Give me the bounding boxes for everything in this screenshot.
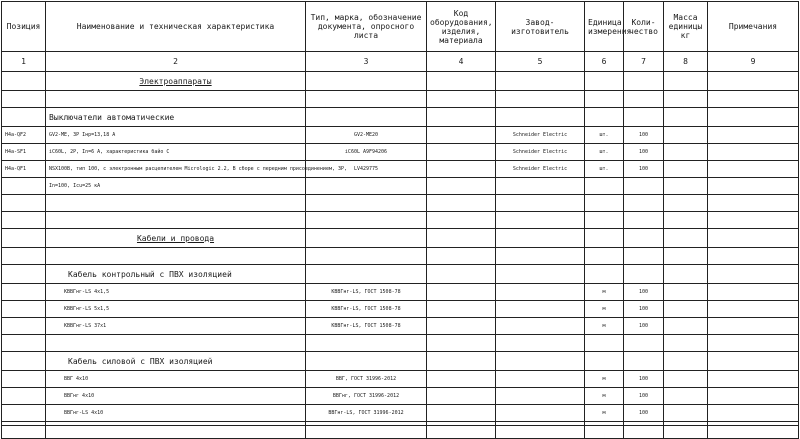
cell-qty: [624, 178, 664, 195]
cell-name: NSX100B, тип 100, с электронным расцепителем Micrologic 2.2, В сборе с передним присоединением, 3P,: [46, 161, 306, 178]
cell-empty: [306, 72, 427, 91]
cell-maker: [496, 405, 585, 422]
cell-empty: [708, 212, 799, 229]
cell-empty: [427, 229, 496, 248]
cell-name: GV2-ME, 3P Iнр=13,18 А: [46, 127, 306, 144]
cell-note: [708, 144, 799, 161]
cell-empty: [427, 72, 496, 91]
header-code: Код оборудования, изделия, материала: [427, 2, 496, 52]
cell-type: ВВГнг, ГОСТ 31996-2012: [306, 388, 427, 405]
cell-empty: [624, 91, 664, 108]
cell-name: КВВГнг-LS 37х1: [46, 318, 306, 335]
cell-empty: [46, 195, 306, 212]
cell-qty: 100: [624, 371, 664, 388]
cell-type: [306, 178, 427, 195]
cell-empty: [664, 108, 708, 127]
cell-empty: [624, 352, 664, 371]
cell-note: [708, 178, 799, 195]
cell-type: LV429775: [306, 161, 427, 178]
cell-empty: [46, 91, 306, 108]
cell-empty: [585, 265, 624, 284]
cell-empty: [496, 72, 585, 91]
specification-body: [2, 72, 799, 439]
cell-code: [427, 284, 496, 301]
cell-empty: [708, 335, 799, 352]
cell-position: [2, 301, 46, 318]
cell-empty: [427, 212, 496, 229]
cell-empty: [46, 212, 306, 229]
column-number-row: [2, 52, 799, 72]
cell-unit: шт.: [585, 144, 624, 161]
cell-empty: [427, 108, 496, 127]
cell-empty: [664, 212, 708, 229]
cell-position: [2, 388, 46, 405]
cell-unit: м: [585, 405, 624, 422]
cell-qty: 100: [624, 161, 664, 178]
cell-empty: [624, 248, 664, 265]
header-qty: Коли-чество: [624, 2, 664, 52]
cell-empty: [585, 212, 624, 229]
table-row: [2, 405, 799, 422]
empty-row: [2, 335, 799, 352]
cell-empty: [664, 335, 708, 352]
cell-position: [2, 352, 46, 371]
cell-code: [427, 127, 496, 144]
column-number: 2: [46, 52, 306, 72]
cell-type: ВВГнг-LS, ГОСТ 31996-2012: [306, 405, 427, 422]
cell-unit: м: [585, 388, 624, 405]
header-unit: Единица измерения: [585, 2, 624, 52]
cell-empty: [427, 248, 496, 265]
cell-note: [708, 318, 799, 335]
cell-empty: [427, 352, 496, 371]
header-row: [2, 2, 799, 52]
cell-empty: [306, 265, 427, 284]
cell-type: ВВГ, ГОСТ 31996-2012: [306, 371, 427, 388]
cell-empty: [624, 72, 664, 91]
cell-position: [2, 72, 46, 91]
section-title-text: Электроаппараты: [139, 76, 212, 86]
cell-maker: Schneider Electric: [496, 161, 585, 178]
cell-maker: [496, 371, 585, 388]
header-maker: Завод-изготовитель: [496, 2, 585, 52]
section-title: [46, 72, 306, 91]
cell-mass: [664, 301, 708, 318]
cell-mass: [664, 178, 708, 195]
cell-name: ВВГнг 4х10: [46, 388, 306, 405]
cell-name: ВВГ 4х10: [46, 371, 306, 388]
cell-mass: [664, 144, 708, 161]
column-number: 4: [427, 52, 496, 72]
cell-mass: [664, 371, 708, 388]
cell-code: [427, 371, 496, 388]
subsection-title: Выключатели автоматические: [46, 108, 306, 127]
column-number: 3: [306, 52, 427, 72]
cell-empty: [496, 108, 585, 127]
cell-mass: [664, 388, 708, 405]
section-title-text: Кабели и провода: [136, 233, 215, 243]
cell-position: [2, 178, 46, 195]
cell-empty: [306, 195, 427, 212]
cell-empty: [496, 195, 585, 212]
cell-note: [708, 301, 799, 318]
table-row: [2, 371, 799, 388]
cell-empty: [624, 335, 664, 352]
cell-position: [2, 265, 46, 284]
cell-mass: [664, 318, 708, 335]
column-number: 5: [496, 52, 585, 72]
cell-empty: [427, 335, 496, 352]
cell-name: iC60L, 2P, In=6 А, характеристика байо С: [46, 144, 306, 161]
cell-code: [427, 318, 496, 335]
cell-name: КВВГнг-LS 4х1,5: [46, 284, 306, 301]
cell-qty: 100: [624, 405, 664, 422]
cell-unit: м: [585, 284, 624, 301]
cell-type: КВВГнг-LS, ГОСТ 1508-78: [306, 318, 427, 335]
cell-empty: [2, 91, 46, 108]
cell-qty: 100: [624, 301, 664, 318]
cell-empty: [306, 248, 427, 265]
cell-empty: [427, 265, 496, 284]
cell-note: [708, 388, 799, 405]
cell-empty: [2, 248, 46, 265]
cell-position: [2, 371, 46, 388]
table-row: [2, 318, 799, 335]
cell-position: [2, 229, 46, 248]
cell-empty: [585, 335, 624, 352]
cell-note: [708, 127, 799, 144]
cell-empty: [664, 229, 708, 248]
cell-empty: [585, 248, 624, 265]
cell-code: [427, 178, 496, 195]
cell-position: [2, 108, 46, 127]
header-position: Позиция: [2, 2, 46, 52]
cell-code: [427, 301, 496, 318]
cell-unit: м: [585, 371, 624, 388]
cell-empty: [306, 212, 427, 229]
cell-empty: [306, 229, 427, 248]
column-number: 1: [2, 52, 46, 72]
cell-position: Н4а-QF2: [2, 127, 46, 144]
cell-unit: шт.: [585, 127, 624, 144]
table-row: [2, 388, 799, 405]
cell-empty: [585, 352, 624, 371]
cell-empty: [664, 352, 708, 371]
section-row: [2, 72, 799, 91]
cell-empty: [2, 335, 46, 352]
column-number: 6: [585, 52, 624, 72]
cell-qty: 100: [624, 144, 664, 161]
cell-position: Н4а-QF1: [2, 161, 46, 178]
cell-unit: м: [585, 301, 624, 318]
cell-empty: [585, 195, 624, 212]
cell-position: [2, 284, 46, 301]
cell-empty: [46, 248, 306, 265]
cell-empty: [708, 108, 799, 127]
cell-empty: [496, 248, 585, 265]
column-number: 8: [664, 52, 708, 72]
cell-empty: [708, 248, 799, 265]
section-row: [2, 229, 799, 248]
header-name: Наименование и техническая характеристика: [46, 2, 306, 52]
cell-maker: [496, 388, 585, 405]
header-note: Примечания: [708, 2, 799, 52]
empty-row: [2, 248, 799, 265]
cell-empty: [585, 108, 624, 127]
cell-maker: [496, 178, 585, 195]
cell-empty: [708, 72, 799, 91]
cell-maker: Schneider Electric: [496, 127, 585, 144]
cell-empty: [306, 91, 427, 108]
table-row: [2, 284, 799, 301]
cell-empty: [585, 229, 624, 248]
cell-position: [2, 405, 46, 422]
subsection-title: Кабель силовой с ПВХ изоляцией: [46, 352, 306, 371]
header-mass: Масса единицы кг: [664, 2, 708, 52]
cell-empty: [496, 229, 585, 248]
cell-position: Н4а-SF1: [2, 144, 46, 161]
cell-empty: [46, 335, 306, 352]
cell-empty: [2, 195, 46, 212]
cell-qty: 100: [624, 284, 664, 301]
column-number: 9: [708, 52, 799, 72]
cell-empty: [624, 229, 664, 248]
cell-unit: шт.: [585, 161, 624, 178]
cell-mass: [664, 284, 708, 301]
cell-mass: [664, 127, 708, 144]
subsection-row: [2, 265, 799, 284]
cell-empty: [664, 72, 708, 91]
cell-empty: [306, 108, 427, 127]
column-number: 7: [624, 52, 664, 72]
empty-row: [2, 91, 799, 108]
cell-note: [708, 284, 799, 301]
cell-qty: 100: [624, 127, 664, 144]
cell-code: [427, 388, 496, 405]
cell-empty: [624, 265, 664, 284]
cell-note: [708, 371, 799, 388]
cell-position: [2, 318, 46, 335]
table-row: [2, 127, 799, 144]
specification-table: [1, 1, 799, 439]
cell-code: [427, 405, 496, 422]
cell-empty: [708, 195, 799, 212]
cell-note: [708, 161, 799, 178]
table-row: [2, 144, 799, 161]
cell-empty: [427, 91, 496, 108]
cell-empty: [708, 352, 799, 371]
table-row: [2, 161, 799, 178]
cell-empty: [664, 195, 708, 212]
empty-row: [2, 195, 799, 212]
cell-type: iC60L A9F94206: [306, 144, 427, 161]
cell-empty: [624, 108, 664, 127]
cell-mass: [664, 161, 708, 178]
cell-type: КВВГнг-LS, ГОСТ 1508-78: [306, 284, 427, 301]
cell-empty: [708, 229, 799, 248]
cell-maker: [496, 301, 585, 318]
cell-empty: [2, 212, 46, 229]
cell-empty: [708, 265, 799, 284]
cell-empty: [306, 335, 427, 352]
cell-empty: [496, 91, 585, 108]
subsection-row: [2, 108, 799, 127]
cell-unit: м: [585, 318, 624, 335]
header-type: Тип, марка, обозначение документа, опросного листа: [306, 2, 427, 52]
subsection-title: Кабель контрольный с ПВХ изоляцией: [46, 265, 306, 284]
cell-code: [427, 144, 496, 161]
cell-maker: Schneider Electric: [496, 144, 585, 161]
cell-empty: [496, 212, 585, 229]
table-row: [2, 301, 799, 318]
table-row: [2, 178, 799, 195]
cell-name: КВВГнг-LS 5х1,5: [46, 301, 306, 318]
cell-qty: 100: [624, 318, 664, 335]
cell-empty: [496, 335, 585, 352]
cell-type: GV2-ME20: [306, 127, 427, 144]
cell-qty: 100: [624, 388, 664, 405]
cell-maker: [496, 318, 585, 335]
cell-empty: [664, 265, 708, 284]
cell-empty: [664, 91, 708, 108]
empty-row: [2, 212, 799, 229]
cell-empty: [585, 91, 624, 108]
cell-empty: [664, 248, 708, 265]
cell-name: ВВГнг-LS 4х10: [46, 405, 306, 422]
cell-name: In=100, Icu=25 кА: [46, 178, 306, 195]
cell-empty: [624, 195, 664, 212]
cell-maker: [496, 284, 585, 301]
cell-mass: [664, 405, 708, 422]
cell-empty: [306, 352, 427, 371]
cell-note: [708, 405, 799, 422]
cell-empty: [496, 352, 585, 371]
cell-empty: [496, 265, 585, 284]
subsection-row: [2, 352, 799, 371]
cell-empty: [427, 195, 496, 212]
bottom-border: [1, 425, 798, 426]
cell-type: КВВГнг-LS, ГОСТ 1508-78: [306, 301, 427, 318]
section-title: [46, 229, 306, 248]
cell-empty: [585, 72, 624, 91]
cell-code: [427, 161, 496, 178]
cell-unit: [585, 178, 624, 195]
cell-empty: [708, 91, 799, 108]
cell-empty: [624, 212, 664, 229]
